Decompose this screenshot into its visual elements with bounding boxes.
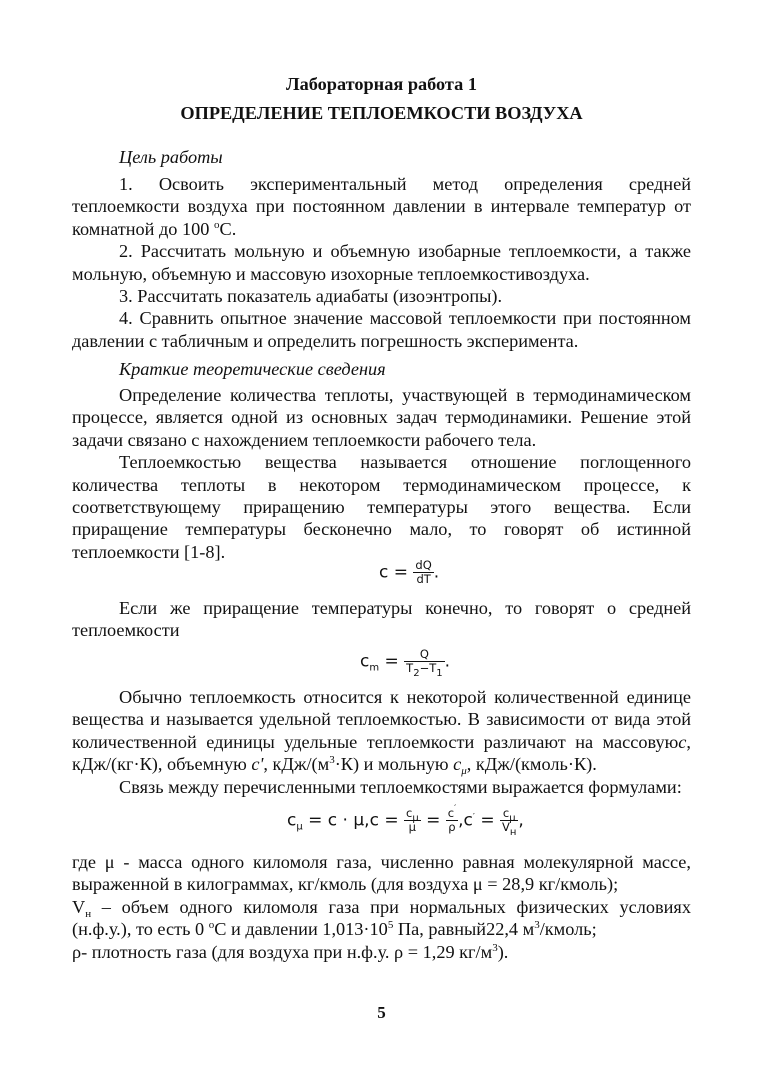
- goal-list: [72, 173, 691, 352]
- main-title-text: ОПРЕДЕЛЕНИЕ ТЕПЛОЕМКОСТИ ВОЗДУХА: [180, 103, 583, 123]
- theory-para-4-text-e: ·К) и мольную: [334, 754, 454, 775]
- definition-vn-text-c: Па, равный22,4 м: [393, 919, 535, 940]
- goal-item-1: [72, 173, 691, 240]
- theory-para-5: [72, 776, 691, 798]
- theory-para-4-cprime: c': [251, 754, 264, 775]
- theory-block-3: [72, 686, 691, 798]
- formula1-denominator: dT: [416, 572, 431, 586]
- formula3-frac1-den: μ: [408, 820, 416, 834]
- definition-vn-text-a: – объем одного киломоля газа при нормальных физических условиях (н.ф.у.), то есть 0: [72, 896, 691, 940]
- theory-para-3-text: Если же приращение температуры конечно, то говорят о средней теплоемкости: [72, 598, 691, 641]
- formula3-frac2-num-c: c: [447, 806, 455, 820]
- theory-para-4-text-d: , кДж/(м: [263, 754, 330, 775]
- formula-relations: [287, 804, 524, 838]
- theory-para-4-c: c: [678, 731, 687, 752]
- definition-rho-text-b: ).: [497, 941, 509, 962]
- goal-item-1-end: С.: [219, 218, 237, 239]
- formula2-den-a-sub: 2: [413, 668, 420, 679]
- formula2-end: .: [444, 651, 451, 672]
- definition-vn-v: V: [72, 896, 86, 917]
- formula3-p1-rhs: = c · μ,: [302, 810, 370, 831]
- formula3-p2-comma: ,: [458, 810, 464, 831]
- theory-para-4-text-b: , кДж/(кг·К), объемную: [72, 731, 691, 775]
- degree-sup-2: o: [208, 919, 215, 932]
- theory-block-1: [72, 384, 691, 563]
- formula3-frac2-num-prime: ′: [454, 804, 457, 814]
- formula3-p3-eq: =: [474, 810, 500, 831]
- theory-para-5-text: Связь между перечисленными теплоемкостями выражается формулами:: [119, 776, 682, 797]
- formula2-lhs-sub: m: [369, 662, 380, 674]
- formula2-den-b: T: [429, 661, 437, 675]
- theory-para-1-text: Определение количества теплоты, участвующей в термодинамическом процессе, является одной из основных задач термодинамики. Решение этой задачи связано с нахождением теплоемкости рабочего тела.: [72, 385, 691, 450]
- formula3-p3-lhs: c: [463, 810, 473, 831]
- formula2-denominator: [404, 661, 444, 679]
- formula3-fraction-1: [404, 807, 421, 834]
- definitions-block: [72, 851, 691, 963]
- theory-para-2-text: Теплоемкостью вещества называется отношение поглощенного количества теплоты в некотором термодинамическом процессе, к соответствующему приращению температуры этого вещества. Если приращение температуры бесконечно мало, то говорят об истинной теплоемкости [1-8].: [72, 452, 691, 562]
- cube-sup-3: 3: [492, 941, 498, 954]
- definition-vn: [72, 896, 691, 941]
- formula1-eq: =: [388, 562, 414, 583]
- theory-heading-text: Краткие теоретические сведения: [119, 359, 386, 379]
- formula3-end: ,: [518, 810, 524, 831]
- formula2-eq: =: [379, 651, 405, 672]
- formula3-p2-eq: =: [420, 810, 446, 831]
- theory-para-4-text-f: , кДж/(кмоль·К).: [466, 754, 597, 775]
- lab-title-text: Лабораторная работа 1: [286, 74, 477, 94]
- formula3-frac1-num: [404, 806, 421, 824]
- goal-item-3-text: 3. Рассчитать показатель адиабаты (изоэнтропы).: [119, 286, 503, 307]
- theory-para-4-cmu: c: [453, 754, 462, 775]
- goal-heading: [72, 146, 691, 168]
- formula3-fraction-3: [500, 806, 518, 838]
- goal-item-2-text: 2. Рассчитать мольную и объемную изобарные теплоемкости, а также мольную, объемную и массовую изохорные теплоемкостивоздуха.: [72, 241, 691, 284]
- goal-item-4-text: 4. Сравнить опытное значение массовой теплоемкости при постоянном давлении с табличным и определить погрешность эксперимента.: [72, 308, 691, 351]
- formula3-frac3-num-c: c: [502, 806, 510, 820]
- formula2-numerator: Q: [404, 648, 444, 662]
- formula2-den-b-sub: 1: [436, 668, 443, 679]
- definition-vn-text-d: /кмоль;: [539, 919, 597, 940]
- theory-para-2: [72, 451, 691, 563]
- formula3-p2-lhs: c =: [369, 810, 404, 831]
- degree-sup: o: [214, 218, 220, 231]
- formula2-lhs: c: [360, 651, 370, 672]
- formula3-frac2-den: ρ: [448, 820, 456, 834]
- definition-rho-text-a: ρ- плотность газа (для воздуха при н.ф.у. ρ = 1,29 кг/м: [72, 941, 493, 962]
- formula-true-heat-capacity: [379, 559, 439, 586]
- formula3-fraction-2: [446, 804, 458, 834]
- formula1-end: .: [433, 562, 440, 583]
- formula3-frac3-den-v: V: [502, 820, 510, 834]
- definition-rho: [72, 941, 691, 963]
- theory-para-4-text-a: Обычно теплоемкость относится к некоторой количественной единице вещества и называется удельной теплоемкостью. В зависимости от вида этой количественной единицы удельные теплоемкости различают на массовую: [72, 687, 691, 752]
- definition-vn-text-b: С и давлении 1,013·10: [214, 919, 388, 940]
- formula3-frac1-num-c: c: [405, 806, 413, 820]
- goal-heading-text: Цель работы: [119, 147, 223, 167]
- formula1-fraction: [413, 559, 433, 586]
- formula2-den-a: T: [406, 661, 414, 675]
- theory-para-4-cmu-sub: μ: [461, 765, 467, 778]
- definition-mu: [72, 851, 691, 896]
- goal-item-4: [72, 307, 691, 352]
- formula1-lhs: c: [379, 562, 389, 583]
- formula-mean-heat-capacity: [360, 647, 451, 679]
- theory-block-2: [72, 597, 691, 642]
- lab-title: [72, 73, 691, 95]
- formula1-numerator: dQ: [415, 558, 432, 572]
- cube-sup-2: 3: [534, 919, 540, 932]
- formula3-frac1-num-sub: μ: [412, 813, 419, 824]
- formula3-p1-sub: μ: [296, 821, 303, 833]
- formula3-frac3-num: [500, 806, 518, 824]
- goal-item-1-text: 1. Освоить экспериментальный метод определения средней теплоемкости воздуха при постоянном давлении в интервале температур от комнатной до 100: [72, 174, 691, 239]
- formula2-den-minus: −: [419, 661, 430, 675]
- exponent-sup: 5: [387, 919, 394, 932]
- theory-para-1: [72, 384, 691, 451]
- formula3-frac3-den: [500, 820, 518, 838]
- formula3-frac3-num-sub: μ: [509, 813, 516, 824]
- formula3-p3-lhs-prime: ′: [472, 812, 475, 823]
- theory-para-4: [72, 686, 691, 776]
- definition-vn-sub: н: [85, 907, 92, 920]
- theory-heading: [72, 358, 691, 380]
- definition-mu-text: где μ - масса одного киломоля газа, численно равная молекулярной массе, выраженной в килограммах, кг/кмоль (для воздуха μ = 28,9 кг/кмоль);: [72, 852, 691, 895]
- goal-item-2: [72, 240, 691, 285]
- theory-para-3: [72, 597, 691, 642]
- goal-item-3: [72, 285, 691, 307]
- formula3-frac2-num: [446, 804, 458, 821]
- formula3-frac3-den-sub: н: [509, 827, 517, 838]
- cube-sup: 3: [329, 754, 335, 767]
- main-title: [72, 102, 691, 124]
- formula3-p1-lhs: c: [287, 810, 297, 831]
- page-number: 5: [377, 1003, 386, 1022]
- formula2-fraction: [404, 647, 444, 679]
